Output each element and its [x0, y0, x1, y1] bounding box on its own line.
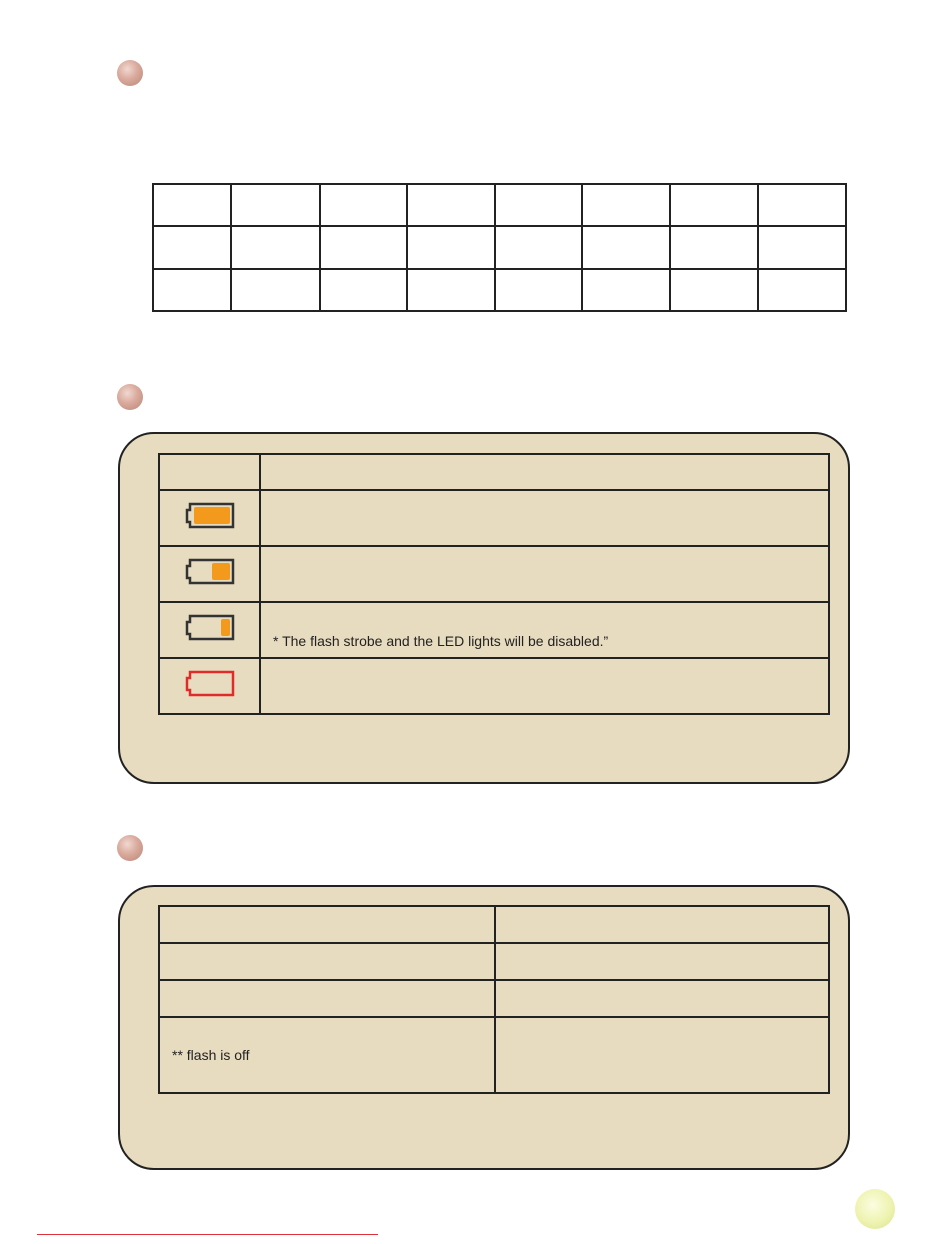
table-cell	[582, 269, 670, 311]
table-cell	[407, 226, 495, 268]
footer-rule	[37, 1234, 378, 1235]
table-cell	[231, 226, 319, 268]
section-bullet-2	[117, 384, 143, 410]
battery-level-fill	[212, 563, 230, 580]
battery-description	[260, 658, 829, 714]
battery-empty-icon	[184, 669, 236, 699]
table-cell	[758, 226, 846, 268]
table-cell	[407, 184, 495, 226]
table-cell	[153, 226, 231, 268]
table-row	[159, 943, 829, 980]
table-row	[159, 906, 829, 943]
top-table	[152, 183, 847, 312]
table-cell	[320, 269, 407, 311]
flash-cell	[495, 906, 829, 943]
battery-level-fill	[221, 619, 230, 636]
flash-cell	[159, 980, 495, 1017]
table-cell	[153, 269, 231, 311]
section-bullet-3	[117, 835, 143, 861]
battery-icon-cell	[159, 602, 260, 658]
battery-description	[260, 546, 829, 602]
flash-cell	[495, 980, 829, 1017]
table-cell	[231, 184, 319, 226]
table-cell	[670, 269, 757, 311]
section-bullet-1	[117, 60, 143, 86]
table-row	[153, 269, 846, 311]
table-row	[159, 1017, 829, 1093]
flash-table	[158, 905, 830, 1094]
table-row	[159, 980, 829, 1017]
battery-icon-cell	[159, 546, 260, 602]
table-cell	[153, 184, 231, 226]
table-row	[153, 184, 846, 226]
battery-icon-cell	[159, 658, 260, 714]
table-cell	[495, 184, 582, 226]
table-cell	[582, 226, 670, 268]
table-cell	[320, 226, 407, 268]
flash-cell	[159, 906, 495, 943]
table-row	[159, 658, 829, 714]
battery-level-fill	[194, 507, 230, 524]
table-cell	[231, 269, 319, 311]
table-cell	[758, 184, 846, 226]
table-cell	[758, 269, 846, 311]
battery-table-header	[159, 454, 829, 490]
table-cell	[495, 226, 582, 268]
battery-table	[158, 453, 830, 715]
table-cell	[670, 184, 757, 226]
battery-full-icon	[184, 501, 236, 531]
table-cell	[495, 269, 582, 311]
battery-description	[260, 490, 829, 546]
table-cell	[582, 184, 670, 226]
battery-outline	[187, 672, 233, 695]
table-cell	[320, 184, 407, 226]
flash-note: ** flash is off	[159, 1017, 495, 1093]
header-cell-icon	[159, 454, 260, 490]
flash-cell	[495, 943, 829, 980]
battery-half-icon	[184, 557, 236, 587]
battery-icon-cell	[159, 490, 260, 546]
flash-cell	[159, 943, 495, 980]
battery-low-icon	[184, 613, 236, 643]
table-cell	[670, 226, 757, 268]
header-cell-description	[260, 454, 829, 490]
flash-cell	[495, 1017, 829, 1093]
table-cell	[407, 269, 495, 311]
table-row	[153, 226, 846, 268]
table-row	[159, 490, 829, 546]
page-number-dot	[855, 1189, 895, 1229]
table-row	[159, 602, 829, 658]
battery-description: * The flash strobe and the LED lights will be disabled.”	[260, 602, 829, 658]
table-row	[159, 546, 829, 602]
